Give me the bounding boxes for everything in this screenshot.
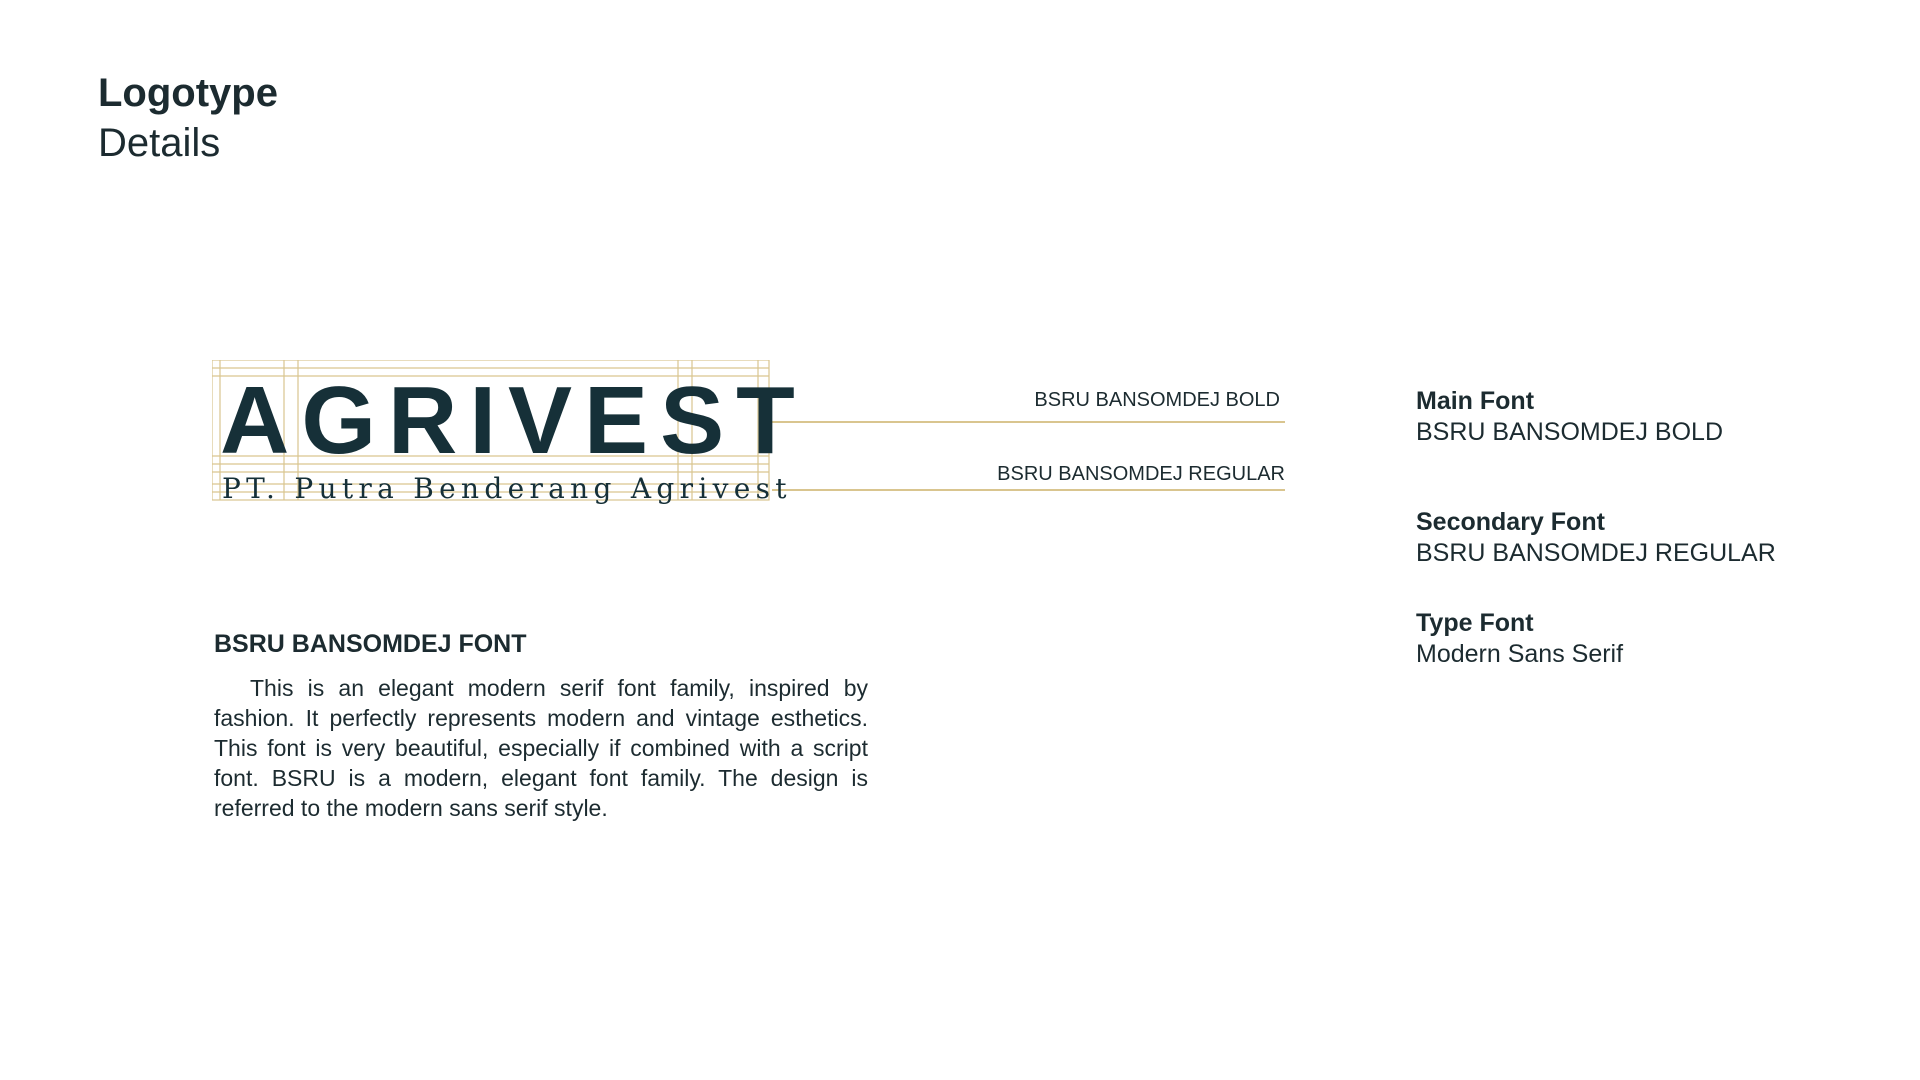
spec-main-font (1416, 386, 1723, 448)
spec-label: Type Font (1416, 609, 1534, 637)
page-subtitle: Details (98, 121, 221, 165)
logo-construction (212, 360, 807, 505)
logo-wordmark: AGRIVEST (220, 367, 807, 474)
font-description-body: This is an elegant modern serif font family, inspired by fashion. It perfectly represents modern and vintage esthetics. This font is very beautiful, especially if combined with a script font. BSRU is a modern, elegant font family. The design is referred to the modern sans serif style. (214, 675, 868, 821)
font-description (214, 630, 868, 823)
spec-type-font (1416, 608, 1623, 670)
spec-value: Modern Sans Serif (1416, 640, 1624, 668)
spec-secondary-font (1416, 507, 1776, 569)
spec-label: Secondary Font (1416, 508, 1605, 536)
regular-font-callout: BSRU BANSOMDEJ REGULAR (997, 463, 1285, 485)
bold-font-callout: BSRU BANSOMDEJ BOLD (1034, 389, 1280, 411)
spec-value: BSRU BANSOMDEJ REGULAR (1416, 539, 1776, 567)
spec-value: BSRU BANSOMDEJ BOLD (1416, 418, 1724, 446)
spec-label: Main Font (1416, 387, 1535, 415)
font-description-title: BSRU BANSOMDEJ FONT (214, 630, 527, 658)
logo-company-line: PT. Putra Benderang Agrivest (222, 472, 792, 505)
page-title: Logotype (98, 71, 278, 115)
